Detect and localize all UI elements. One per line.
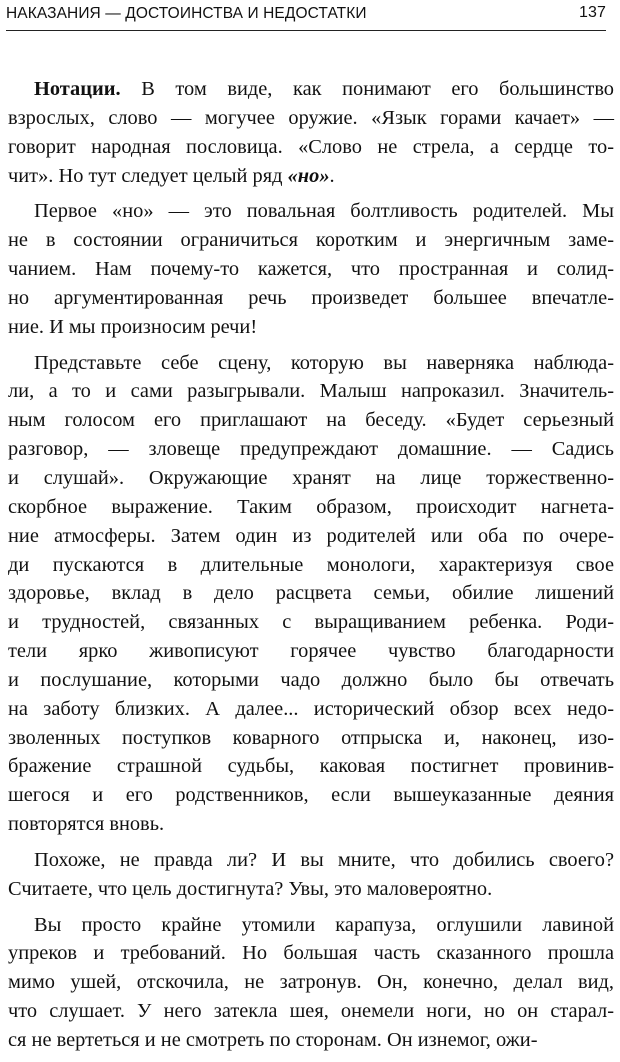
text-line	[8, 810, 614, 839]
running-title: НАКАЗАНИЯ — ДОСТОИНСТВА И НЕДОСТАТКИ	[6, 5, 367, 22]
text-line	[8, 846, 614, 875]
line-text: тели ярко живописуют горячее чувство благодарности	[8, 640, 614, 663]
text-line	[8, 313, 614, 342]
line-text: взрослых, слово — могучее оружие. «Язык горами качает» —	[8, 106, 614, 129]
line-text: ным голосом его приглашают на беседу. «Будет серьезный	[8, 409, 614, 432]
line-text: Представьте себе сцену, которую вы наверняка наблюда-	[34, 351, 614, 374]
line-text: скорбное выражение. Таким образом, происходит нагнета-	[8, 495, 614, 518]
line-text: и слушай». Окружающие хранят на лице торжественно-	[8, 466, 614, 489]
line-text: не в состоянии ограничиться коротким и энергичным заме-	[8, 229, 614, 252]
line-text-tail: .	[329, 164, 335, 187]
line-text: Похоже, не правда ли? И вы мните, что добились своего?	[34, 848, 614, 871]
text-line	[8, 284, 614, 313]
text-line	[8, 724, 614, 753]
line-text: ся не вертеться и не смотреть по сторонам. Он изнемог, ожи-	[8, 1029, 538, 1051]
text-line	[8, 493, 614, 522]
line-text: ние. И мы произносим речи!	[8, 315, 258, 338]
line-text: здоровье, вклад в дело расцвета семьи, обилие лишений	[8, 582, 614, 605]
text-line	[8, 162, 614, 191]
text-line	[8, 104, 614, 133]
paragraph	[8, 75, 614, 190]
text-line	[8, 255, 614, 284]
line-text: Считаете, что цель достигнута? Увы, это маловероятно.	[8, 877, 493, 900]
text-line	[8, 781, 614, 810]
text-line	[8, 464, 614, 493]
paragraph	[8, 349, 614, 839]
text-line	[8, 695, 614, 724]
line-text: и трудностей, связанных с выращиванием ребенка. Роди-	[8, 611, 614, 634]
line-text: бражение страшной судьбы, каковая постигнет провинив-	[8, 755, 614, 778]
text-line	[8, 349, 614, 378]
line-text: чанием. Нам почему-то кажется, что пространная и солид-	[8, 258, 614, 281]
text-line	[8, 551, 614, 580]
body-text	[8, 75, 614, 1062]
line-text: и послушание, которыми чадо должно было бы отвечать	[8, 668, 614, 691]
line-text: что слушает. У него затекла шея, онемели ноги, но он старал-	[8, 1000, 614, 1023]
line-text: Первое «но» — это повальная болтливость родителей. Мы	[34, 200, 614, 223]
text-line	[8, 377, 614, 406]
text-line	[8, 875, 614, 904]
line-text: Вы просто крайне утомили карапуза, оглушили лавиной	[34, 913, 614, 936]
text-line	[8, 997, 614, 1026]
text-line	[8, 1026, 614, 1055]
line-text: зволенных поступков коварного отпрыска и, наконец, изо-	[8, 726, 614, 749]
line-text: В том виде, как понимают его большинство	[120, 78, 614, 100]
text-line	[8, 197, 614, 226]
line-text: чит». Но тут следует целый ряд	[8, 164, 288, 187]
page-number: 137	[579, 4, 606, 21]
bold-term: Нотации.	[34, 78, 121, 100]
line-text: разговор, — зловеще предупреждают домашние. — Садись	[8, 438, 614, 461]
text-line	[8, 608, 614, 637]
text-line	[8, 666, 614, 695]
line-text: на заботу близких. А далее... исторический обзор всех недо-	[8, 697, 614, 720]
running-header	[6, 0, 606, 31]
line-text: мимо ушей, отскочила, не затронув. Он, конечно, делал вид,	[8, 971, 614, 994]
text-line	[8, 522, 614, 551]
paragraph	[8, 846, 614, 904]
paragraph	[8, 197, 614, 341]
text-line	[8, 911, 614, 940]
emphasis-word: «но»	[287, 164, 330, 187]
text-line	[8, 637, 614, 666]
text-line	[8, 752, 614, 781]
text-line	[8, 75, 614, 104]
text-line	[8, 435, 614, 464]
text-line	[8, 968, 614, 997]
paragraph	[8, 911, 614, 1055]
line-text: говорит народная пословица. «Слово не стрела, а сердце то-	[8, 135, 614, 158]
line-text: ние атмосферы. Затем один из родителей или оба по очере-	[8, 524, 614, 547]
text-line	[8, 579, 614, 608]
text-line	[8, 406, 614, 435]
text-line	[8, 226, 614, 255]
text-line	[8, 133, 614, 162]
line-text: ди пускаются в длительные монологи, характеризуя свое	[8, 553, 614, 576]
text-line	[8, 939, 614, 968]
line-text: упреков и требований. Но большая часть сказанного прошла	[8, 942, 614, 965]
line-text: но аргументированная речь произведет большее впечатле-	[8, 286, 614, 309]
line-text: повторятся вновь.	[8, 813, 165, 836]
line-text: шегося и его родственников, если вышеуказанные деяния	[8, 784, 614, 807]
line-text: ли, а то и сами разыгрывали. Малыш напроказил. Значитель-	[8, 380, 614, 403]
